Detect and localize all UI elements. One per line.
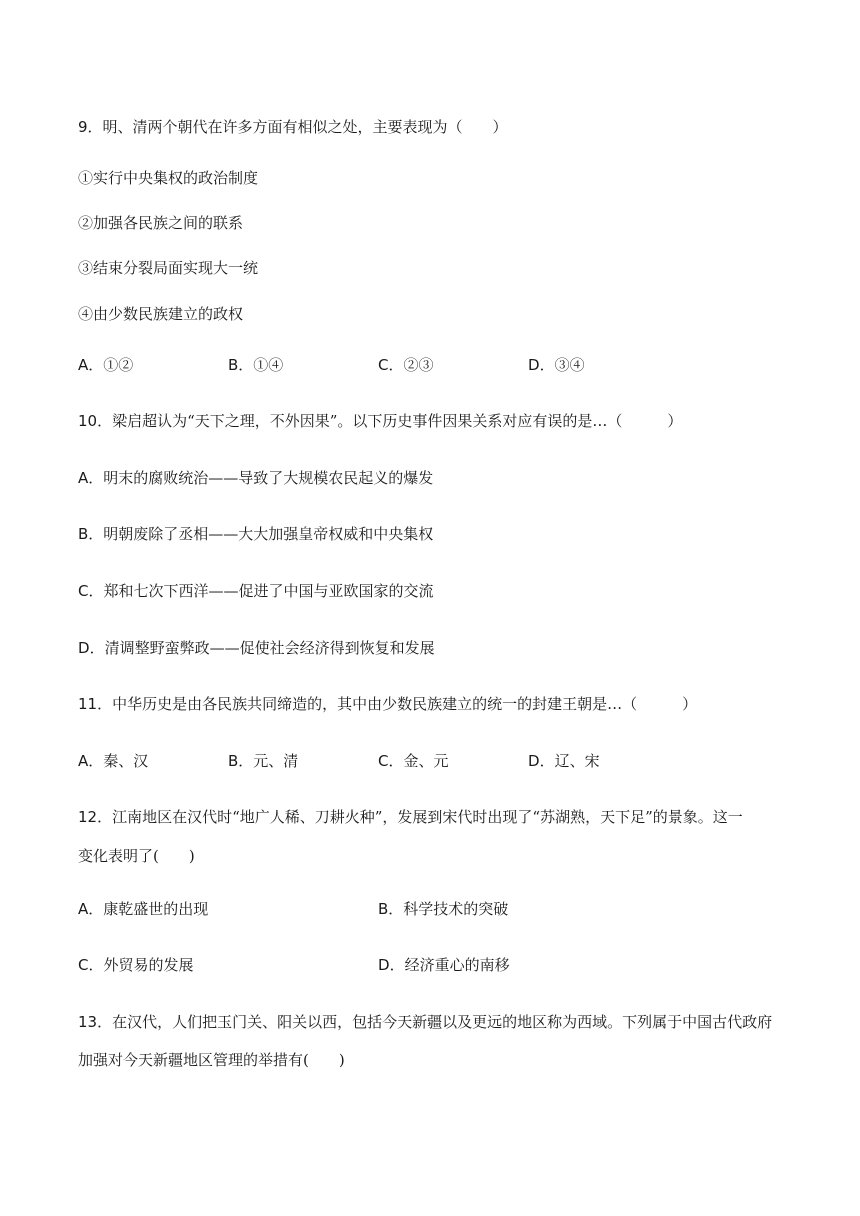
- question-9-item-2: ②加强各民族之间的联系: [78, 214, 244, 232]
- question-number: 11: [78, 695, 98, 713]
- question-13-stem: 13．在汉代，人们把玉门关、阳关以西，包括今天新疆以及更远的地区称为西域。下列属于中国古代政府: [78, 1013, 773, 1031]
- question-10-option-b[interactable]: B．明朝废除了丞相——大大加强皇帝权威和中央集权: [78, 525, 434, 543]
- question-11-option-a[interactable]: A．秦、汉: [78, 752, 149, 770]
- question-9-option-c[interactable]: C．②③: [378, 356, 434, 374]
- question-12-option-a[interactable]: A．康乾盛世的出现: [78, 900, 209, 918]
- question-12-option-b[interactable]: B．科学技术的突破: [378, 900, 509, 918]
- question-9-option-d[interactable]: D．③④: [528, 356, 585, 374]
- question-11-option-d[interactable]: D．辽、宋: [528, 752, 600, 770]
- question-10-option-d[interactable]: D．清调整野蛮弊政——促使社会经济得到恢复和发展: [78, 639, 435, 657]
- question-11-option-c[interactable]: C．金、元: [378, 752, 449, 770]
- question-number: 9: [78, 118, 88, 136]
- question-number: 10: [78, 412, 98, 430]
- question-9-stem: 9．明、清两个朝代在许多方面有相似之处，主要表现为（ ）: [78, 118, 508, 136]
- question-12-stem-continued: 变化表明了( ): [78, 847, 195, 865]
- question-10-option-c[interactable]: C．郑和七次下西洋——促进了中国与亚欧国家的交流: [78, 582, 434, 600]
- question-13-stem-continued: 加强对今天新疆地区管理的举措有( ): [78, 1051, 345, 1069]
- question-12-option-c[interactable]: C．外贸易的发展: [78, 956, 194, 974]
- question-9-option-a[interactable]: A．①②: [78, 356, 134, 374]
- question-number: 13: [78, 1013, 98, 1031]
- question-number: 12: [78, 808, 98, 826]
- question-12-stem: 12．江南地区在汉代时“地广人稀、刀耕火种”，发展到宋代时出现了“苏湖熟，天下足”的景象。这一: [78, 808, 743, 826]
- question-9-item-3: ③结束分裂局面实现大一统: [78, 259, 259, 277]
- question-9-item-4: ④由少数民族建立的政权: [78, 305, 244, 323]
- question-10-stem: 10．梁启超认为“天下之理，不外因果”。以下历史事件因果关系对应有误的是…（ ）: [78, 412, 683, 430]
- question-12-option-d[interactable]: D．经济重心的南移: [378, 956, 510, 974]
- question-11-stem: 11．中华历史是由各民族共同缔造的，其中由少数民族建立的统一的封建王朝是…（ ）: [78, 695, 698, 713]
- question-10-option-a[interactable]: A．明末的腐败统治——导致了大规模农民起义的爆发: [78, 469, 434, 487]
- question-9-item-1: ①实行中央集权的政治制度: [78, 169, 259, 187]
- question-9-option-b[interactable]: B．①④: [228, 356, 284, 374]
- question-11-option-b[interactable]: B．元、清: [228, 752, 299, 770]
